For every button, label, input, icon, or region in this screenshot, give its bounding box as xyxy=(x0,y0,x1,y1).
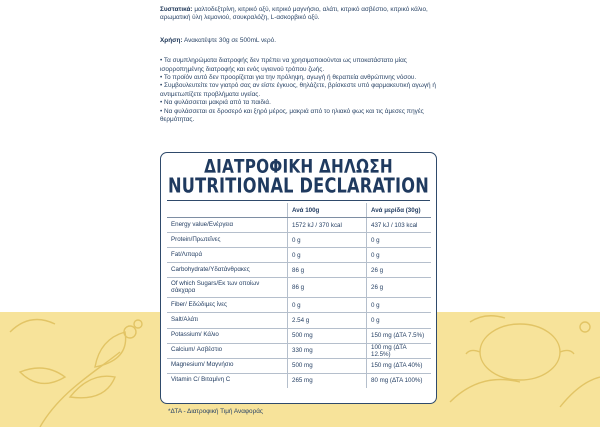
row-label: Protein/Πρωτεΐνες xyxy=(167,233,288,248)
row-per-100g: 330 mg xyxy=(288,343,367,358)
warning-3: • Συμβουλευτείτε τον γιατρό σας αν είστε έγκυος, θηλάζετε, βρίσκεστε υπό φαρμακευτική αγωγή ή αντιμετωπίζετε προβλήματα υγείας. xyxy=(160,82,436,98)
row-per-serving: 437 kJ / 103 kcal xyxy=(367,218,432,233)
warning-1: • Τα συμπληρώματα διατροφής δεν πρέπει να χρησιμοποιούνται ως υποκατάστατο μίας ισορροπημένης διατροφής και ενός υγιεινού τρόπου ζωής. xyxy=(160,57,407,73)
row-label: Salt/Αλάτι xyxy=(167,313,288,328)
nutrition-title-greek: ΔΙΑΤΡΟΦΙΚΗ ΔΗΛΩΣΗ xyxy=(204,155,393,179)
column-header-per-100g: Ανά 100g xyxy=(288,203,367,218)
row-per-serving: 26 g xyxy=(367,278,432,298)
row-per-serving: 26 g xyxy=(367,263,432,278)
row-per-100g: 86 g xyxy=(288,278,367,298)
row-per-100g: 86 g xyxy=(288,263,367,278)
row-per-serving: 0 g xyxy=(367,248,432,263)
table-row xyxy=(167,358,431,373)
row-label: Of which Sugars/Εκ των οποίων σάκχαρα xyxy=(167,278,288,298)
usage-text: Ανακατέψτε 30g σε 500mL νερό. xyxy=(183,36,276,44)
row-label: Fiber/ Εδώδιμες ίνες xyxy=(167,298,288,313)
nutrition-card xyxy=(160,152,437,404)
row-per-serving: 150 mg (ΔΤΑ 40%) xyxy=(367,358,432,373)
table-row xyxy=(167,263,431,278)
row-per-serving: 0 g xyxy=(367,298,432,313)
title-divider xyxy=(167,200,430,201)
row-per-100g: 0 g xyxy=(288,248,367,263)
column-header-per-serving: Ανά μερίδα (30g) xyxy=(367,203,432,218)
row-label: Potassium/ Κάλιο xyxy=(167,328,288,343)
row-per-serving: 100 mg (ΔΤΑ 12.5%) xyxy=(367,343,432,358)
table-row xyxy=(167,373,431,388)
warning-2: • Το προϊόν αυτό δεν προορίζεται για την πρόληψη, αγωγή ή θεραπεία ανθρώπινης νόσου. xyxy=(160,74,417,82)
row-per-serving: 0 g xyxy=(367,233,432,248)
column-header-label xyxy=(167,203,288,218)
row-per-100g: 1572 kJ / 370 kcal xyxy=(288,218,367,233)
usage-label: Χρήση: xyxy=(160,36,183,44)
table-row xyxy=(167,278,431,298)
table-row xyxy=(167,343,431,358)
row-per-100g: 0 g xyxy=(288,298,367,313)
row-label: Vitamin C/ Βιταμίνη C xyxy=(167,373,288,388)
table-row xyxy=(167,233,431,248)
nutrition-title-english: NUTRITIONAL DECLARATION xyxy=(168,174,429,199)
table-row xyxy=(167,313,431,328)
row-label: Calcium/ Ασβέστιο xyxy=(167,343,288,358)
table-row xyxy=(167,218,431,233)
table-row xyxy=(167,298,431,313)
row-per-serving: 0 g xyxy=(367,313,432,328)
row-label: Energy value/Ενέργεια xyxy=(167,218,288,233)
row-per-100g: 500 mg xyxy=(288,328,367,343)
warning-5: • Να φυλάσσεται σε δροσερό και ξηρό μέρος, μακριά από το ηλιακό φως και τις άμεσες πηγές θερμότητας. xyxy=(160,107,424,124)
nutrition-table xyxy=(167,203,431,388)
ingredients-label: Συστατικά: xyxy=(160,6,193,13)
product-info-text xyxy=(160,6,450,124)
row-label: Fat/Λιπαρά xyxy=(167,248,288,263)
warning-4: • Να φυλάσσεται μακριά από τα παιδιά. xyxy=(160,99,271,107)
row-per-100g: 265 mg xyxy=(288,373,367,388)
usage-paragraph xyxy=(160,37,450,45)
row-per-100g: 0 g xyxy=(288,233,367,248)
table-row xyxy=(167,328,431,343)
row-per-serving: 80 mg (ΔΤΑ 100%) xyxy=(367,373,432,388)
ingredients-paragraph xyxy=(160,6,450,23)
row-label: Carbohydrate/Υδατάνθρακες xyxy=(167,263,288,278)
ingredients-text: μαλτοδεξτρίνη, κιτρικό οξύ, κιτρικό μαγνήσιο, αλάτι, κιτρικό ασβέστιο, κιτρικό κάλιο, αρωματική ύλη λεμονιού, σουκραλόζη, L-ασκορβικό οξύ. xyxy=(160,6,428,22)
footnote: *ΔΤΑ - Διατροφική Τιμή Αναφοράς xyxy=(168,408,264,415)
table-row xyxy=(167,248,431,263)
row-per-serving: 150 mg (ΔΤΑ 7.5%) xyxy=(367,328,432,343)
row-per-100g: 2.54 g xyxy=(288,313,367,328)
table-header-row xyxy=(167,203,431,218)
row-per-100g: 500 mg xyxy=(288,358,367,373)
row-label: Magnesium/ Μαγνήσιο xyxy=(167,358,288,373)
